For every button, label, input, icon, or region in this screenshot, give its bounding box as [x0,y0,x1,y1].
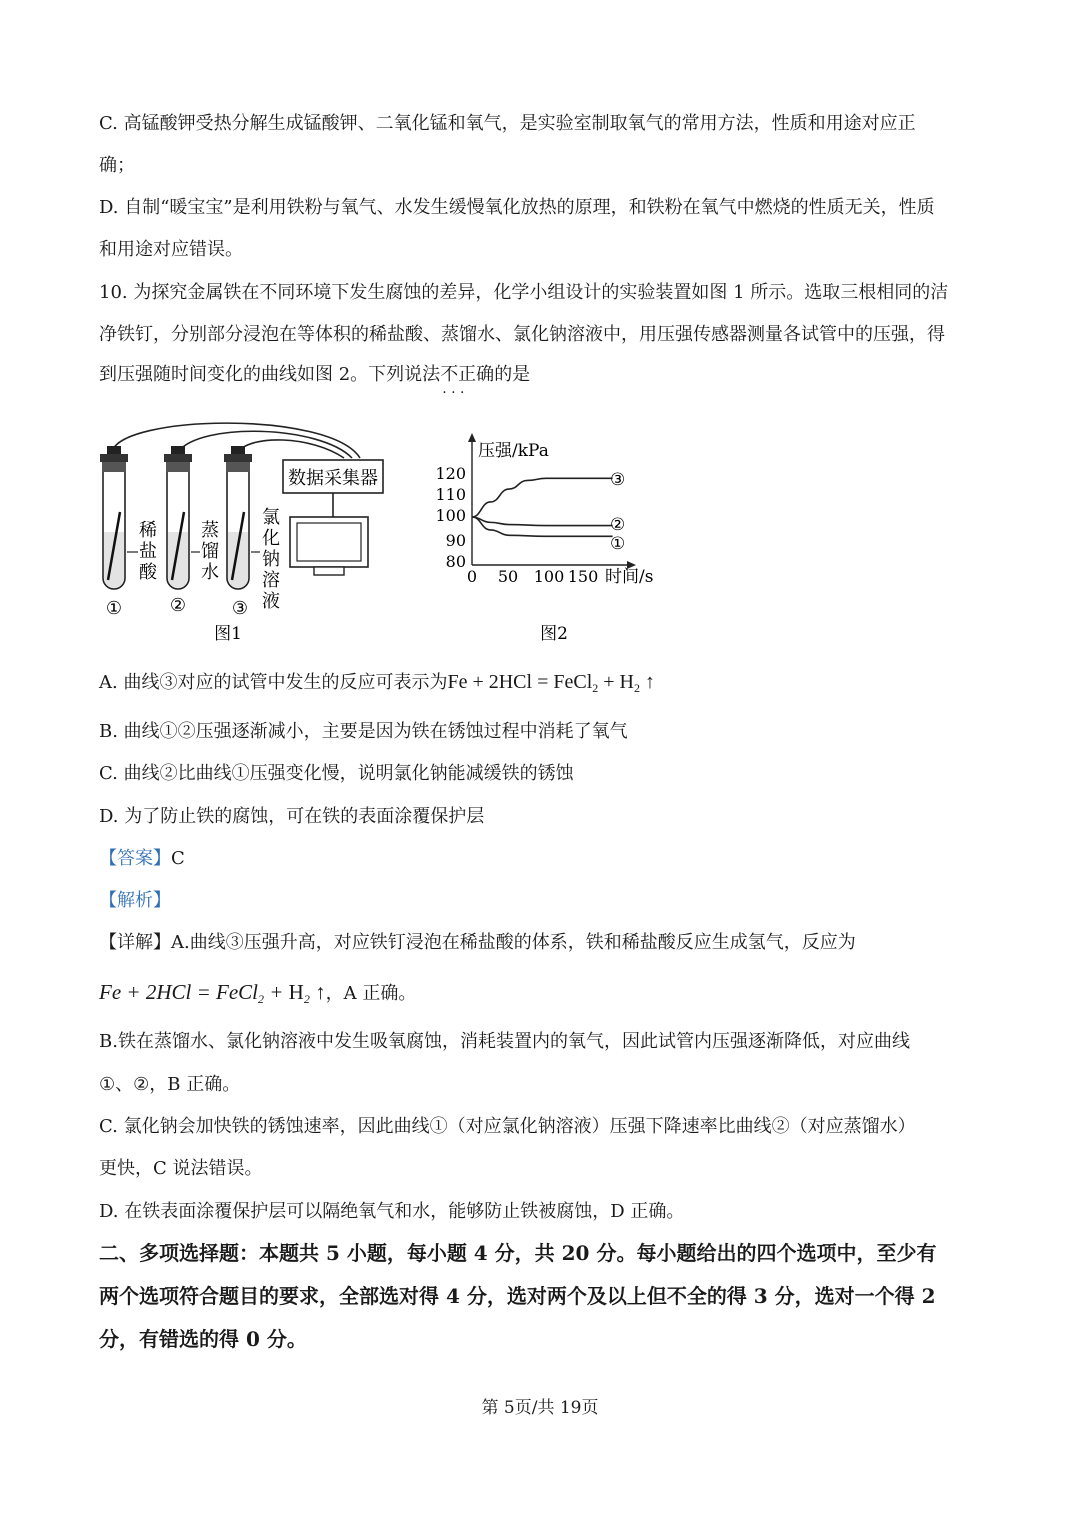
y-axis-title: 压强/kPa [478,441,549,461]
option-a-equation: Fe + 2HCl = FeCl$_2$ + $H_2$ ↑ [447,671,655,695]
tube2-label-char-3: 水 [201,562,219,583]
option-a [99,671,655,699]
question10-line2: 净铁钉，分别部分浸泡在等体积的稀盐酸、蒸馏水、氯化钠溶液中，用压强传感器测量各试管中的压强，得 [99,324,945,345]
curve-label-2: ② [610,515,626,535]
tube3-label-char-3: 钠 [262,549,280,570]
emphasis-not-correct: 不正确 · · · [440,364,494,385]
explanation-b-line1: B.铁在蒸馏水、氯化钠溶液中发生吸氧腐蚀，消耗装置内的氧气，因此试管内压强逐渐降低，对应曲线 [99,1031,910,1052]
analysis-line [99,890,171,912]
tube1-label-char-1: 稀 [139,520,157,541]
option-d-prev-line1: D. 自制“暖宝宝”是利用铁粉与氧气、水发生缓慢氧化放热的原理，和铁粉在氧气中燃烧的性质无关，性质 [99,197,935,218]
question10-text-a: 到压强随时间变化的曲线如图 2。下列说法 [99,364,441,385]
tube2-label-char-2: 馏 [201,541,219,562]
explanation-c-line1: C. 氯化钠会加快铁的锈蚀速率，因此曲线①（对应氯化钠溶液）压强下降速率比曲线②（对应蒸馏水） [99,1116,916,1137]
tube3-label-char-4: 溶 [262,570,280,591]
option-d: D. 为了防止铁的腐蚀，可在铁的表面涂覆保护层 [99,806,485,827]
y-axis-arrow [468,433,476,442]
section2-line1: 二、多项选择题：本题共 5 小题，每小题 4 分，共 20 分。每小题给出的四个选项中，至少有 [99,1241,937,1265]
figure1-apparatus [90,410,400,650]
explanation-b-line2: ①、②，B 正确。 [99,1074,241,1095]
question10-text-c: 的是 [494,364,531,385]
x-tick-50: 50 [497,567,519,586]
section2-line2: 两个选项符合题目的要求，全部选对得 4 分，选对两个及以上但不全的得 3 分，选对一个得 2 [99,1284,936,1308]
curve-label-3: ③ [610,470,626,490]
explanation-c-line2: 更快，C 说法错误。 [99,1158,263,1179]
test-tube-3 [224,446,252,589]
test-tube-1 [100,446,128,589]
answer-tag: 【答案】 [99,848,171,869]
explanation-d: D. 在铁表面涂覆保护层可以隔绝氧气和水，能够防止铁被腐蚀，D 正确。 [99,1201,685,1222]
tube1-label-char-2: 盐 [139,541,157,562]
answer-line [99,848,185,870]
question10-line3 [99,364,530,386]
option-c-prev-line1: C. 高锰酸钾受热分解生成锰酸钾、二氧化锰和氧气，是实验室制取氧气的常用方法，性质和用途对应正 [99,113,916,134]
y-tick-80: 80 [445,552,466,571]
explanation-equation: Fe + 2HCl = FeCl$_2$ + $H_2$ ↑ [99,980,326,1006]
y-tick-90: 90 [445,531,466,550]
pressure-curve-2 [472,517,613,526]
page-footer: 第 5页/共 19页 [481,1398,599,1418]
option-b: B. 曲线①②压强逐渐减小，主要是因为铁在锈蚀过程中消耗了氧气 [99,721,628,742]
tube3-label-char-1: 氯 [262,507,280,528]
x-tick-0: 0 [466,567,478,586]
y-tick-120: 120 [435,464,466,483]
figure1-caption: 图1 [214,624,242,644]
data-collector-label: 数据采集器 [288,468,378,489]
test-tube-2 [164,446,192,589]
tube-number-1: ① [105,598,123,619]
y-tick-110: 110 [435,485,466,504]
explanation-a-suffix: ，A 正确。 [325,983,417,1004]
figure2-pressure-chart [430,430,680,650]
analysis-tag: 【解析】 [99,890,171,911]
tube3-label-char-5: 液 [262,591,280,612]
explanation-a-line1: 【详解】A.曲线③压强升高，对应铁钉浸泡在稀盐酸的体系，铁和稀盐酸反应生成氢气，反应为 [99,932,856,953]
option-c: C. 曲线②比曲线①压强变化慢，说明氯化钠能减缓铁的锈蚀 [99,763,574,784]
section2-line3: 分，有错选的得 0 分。 [99,1327,307,1351]
tube2-label-char-1: 蒸 [201,520,219,541]
tube-number-3: ③ [231,598,249,619]
y-tick-100: 100 [435,506,466,525]
x-tick-150: 150 [567,567,599,586]
x-tick-100: 100 [533,567,565,586]
pressure-curve-1 [472,478,613,517]
option-a-text: A. 曲线③对应的试管中发生的反应可表示为 [99,672,448,693]
explanation-a-line2 [99,981,416,1010]
wire-2 [178,431,352,458]
pressure-curve-3 [472,517,613,536]
option-d-prev-line2: 和用途对应错误。 [99,239,243,260]
curve-label-1: ① [610,534,626,554]
answer-value: C [171,848,185,869]
option-c-prev-line2: 确； [99,155,135,176]
tube-number-2: ② [169,595,187,616]
question10-line1: 10. 为探究金属铁在不同环境下发生腐蚀的差异，化学小组设计的实验装置如图 1 所示。选取三根相同的洁 [99,282,949,303]
tube3-label-char-2: 化 [262,528,280,549]
figure2-caption: 图2 [540,624,568,644]
x-axis-title: 时间/s [605,567,654,587]
tube1-label-char-3: 酸 [139,562,157,583]
